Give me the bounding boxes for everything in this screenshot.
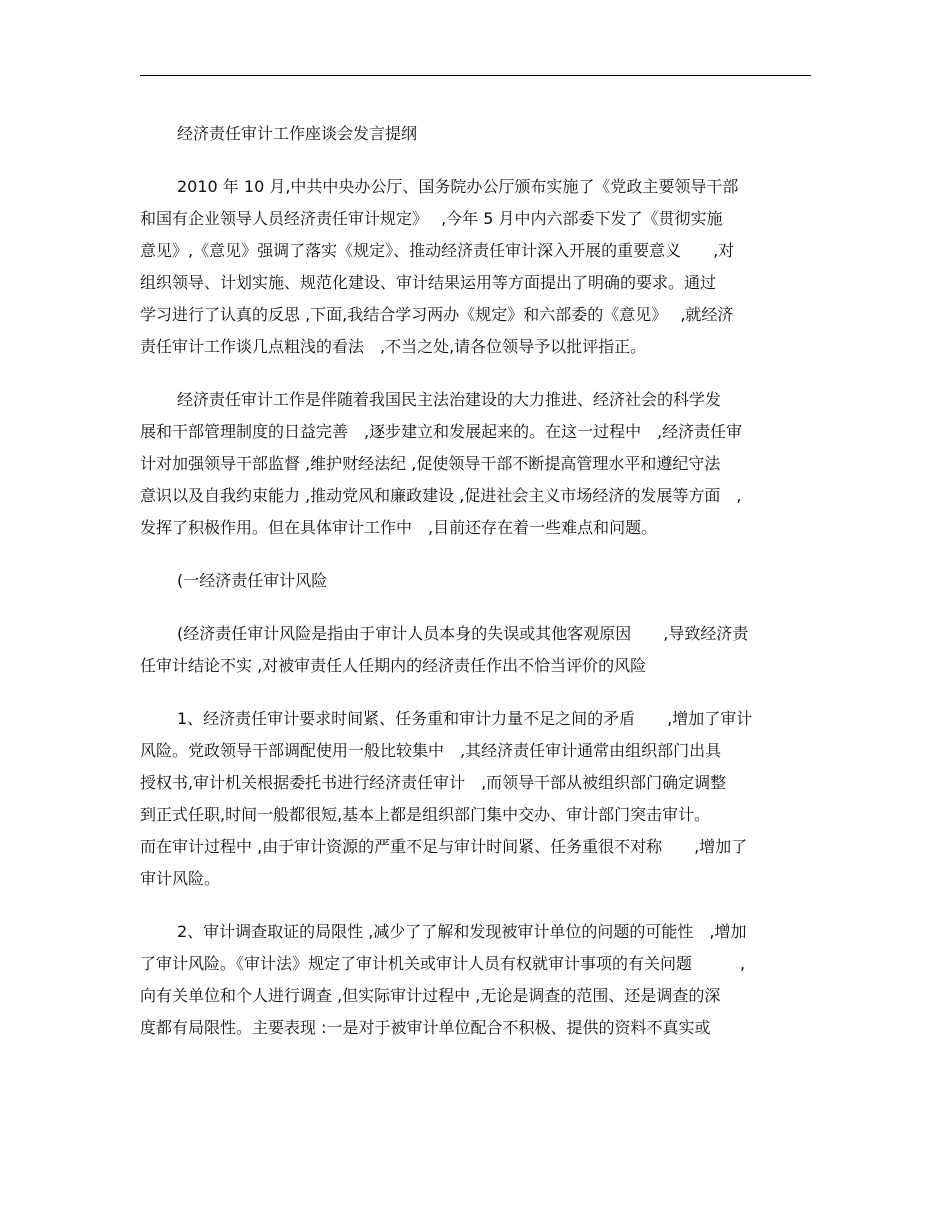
- paragraph-line: 度都有局限性。主要表现 :一是对于被审计单位配合不积极、提供的资料不真实或: [140, 1018, 711, 1037]
- paragraph-line: 组织领导、计划实施、规范化建设、审计结果运用等方面提出了明确的要求。通过: [140, 273, 717, 292]
- paragraph-line: 到正式任职,时间一般都很短,基本上都是组织部门集中交办、审计部门突击审计。: [140, 805, 711, 824]
- paragraph-line: 任审计结论不实 ,对被审责任人任期内的经济责任作出不恰当评价的风险: [140, 656, 647, 675]
- paragraph-line: 审计风险。: [140, 869, 221, 888]
- paragraph-line: 计对加强领导干部监督 ,维护财经法纪 ,促使领导干部不断提高管理水平和遵纪守法: [140, 454, 721, 473]
- paragraph-line: 展和干部管理制度的日益完善 ,逐步建立和发展起来的。在这一过程中 ,经济责任审: [140, 422, 743, 441]
- paragraph: [140, 916, 812, 1044]
- paragraph-line: 了审计风险。《审计法》规定了审计机关或审计人员有权就审计事项的有关问题 ,: [140, 954, 746, 973]
- paragraph-line: 和国有企业领导人员经济责任审计规定》 ,今年 5 月中内六部委下发了《贯彻实施: [140, 209, 723, 228]
- paragraph: [140, 384, 812, 544]
- paragraph-line: 意见》,《意见》强调了落实《规定》、推动经济责任审计深入开展的重要意义 ,对: [140, 241, 735, 260]
- paragraph-line: 发挥了积极作用。但在具体审计工作中 ,目前还存在着一些难点和问题。: [140, 518, 658, 537]
- paragraph-line: 而在审计过程中 ,由于审计资源的严重不足与审计时间紧、任务重很不对称 ,增加了: [140, 837, 748, 856]
- paragraph: [140, 171, 812, 363]
- paragraph-first-line: 1、经济责任审计要求时间紧、任务重和审计力量不足之间的矛盾 ,增加了审计: [177, 709, 753, 728]
- paragraph-line: 意识以及自我约束能力 ,推动党风和廉政建设 ,促进社会主义市场经济的发展等方面 ,: [140, 486, 742, 505]
- paragraph-line: 风险。党政领导干部调配使用一般比较集中 ,其经济责任审计通常由组织部门出具: [140, 741, 722, 760]
- paragraph-first-line: (一经济责任审计风险: [177, 571, 328, 590]
- paragraph-first-line: 2、审计调查取证的局限性 ,减少了了解和发现被审计单位的问题的可能性 ,增加: [177, 922, 747, 941]
- paragraph: [140, 565, 812, 597]
- paragraph-first-line: 2010 年 10 月,中共中央办公厅、国务院办公厅颁布实施了《党政主要领导干部: [177, 177, 739, 196]
- paragraph: [140, 618, 812, 682]
- document-title: [140, 118, 812, 150]
- paragraph-first-line: 经济责任审计工作是伴随着我国民主法治建设的大力推进、经济社会的科学发: [177, 390, 722, 409]
- paragraph-line: 学习进行了认真的反思 ,下面,我结合学习两办《规定》和六部委的《意见》 ,就经济: [140, 305, 734, 324]
- header-rule: [140, 75, 811, 76]
- document-page: [140, 118, 812, 1065]
- paragraph: [140, 703, 812, 895]
- paragraph-line: 责任审计工作谈几点粗浅的看法 ,不当之处,请各位领导予以批评指正。: [140, 337, 647, 356]
- paragraph-first-line: 经济责任审计工作座谈会发言提纲: [177, 124, 418, 143]
- paragraph-line: 授权书,审计机关根据委托书进行经济责任审计 ,而领导干部从被组织部门确定调整: [140, 773, 727, 792]
- paragraph-line: 向有关单位和个人进行调查 ,但实际审计过程中 ,无论是调查的范围、还是调查的深: [140, 986, 721, 1005]
- paragraph-first-line: (经济责任审计风险是指由于审计人员本身的失误或其他客观原因 ,导致经济责: [177, 624, 749, 643]
